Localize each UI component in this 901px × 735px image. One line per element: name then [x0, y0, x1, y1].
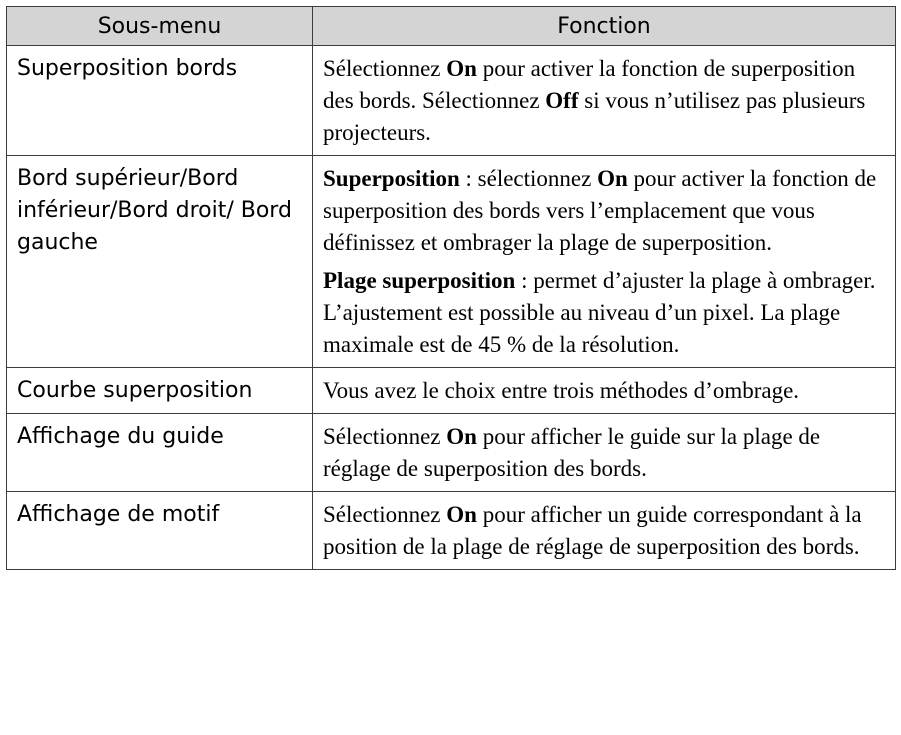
- description-paragraph: [323, 53, 885, 149]
- function-description: [313, 156, 896, 368]
- bold-term: Off: [545, 88, 579, 113]
- bold-term: Superposition: [323, 166, 460, 191]
- description-paragraph: [323, 421, 885, 485]
- table-header-row: [7, 7, 896, 46]
- description-text: pour activer la fonction de superposition des bords. Sélectionnez: [323, 56, 856, 113]
- function-description: [313, 46, 896, 156]
- description-text: pour activer la fonction de superposition des bords vers l’emplacement que vous définissez et ombrager la plage de superposition.: [323, 166, 877, 255]
- description-paragraph: [323, 265, 885, 361]
- header-function: Fonction: [313, 7, 896, 46]
- description-text: Sélectionnez: [323, 424, 447, 449]
- submenu-name: Affichage du guide: [7, 414, 313, 492]
- table-row: [7, 156, 896, 368]
- bold-term: On: [446, 424, 477, 449]
- function-description: [313, 368, 896, 414]
- submenu-name: Bord supérieur/Bord inférieur/Bord droit/ Bord gauche: [7, 156, 313, 368]
- submenu-name: Superposition bords: [7, 46, 313, 156]
- submenu-name: Courbe superposition: [7, 368, 313, 414]
- description-text: Vous avez le choix entre trois méthodes d’ombrage.: [323, 378, 800, 403]
- table-row: [7, 368, 896, 414]
- function-description: [313, 414, 896, 492]
- submenu-name: Affichage de motif: [7, 492, 313, 570]
- bold-term: On: [446, 56, 477, 81]
- description-paragraph: [323, 163, 885, 259]
- description-text: Sélectionnez: [323, 56, 447, 81]
- table-row: [7, 492, 896, 570]
- description-text: pour afficher un guide correspondant à la position de la plage de réglage de superposition des bords.: [323, 502, 862, 559]
- submenu-function-table: [6, 6, 896, 570]
- bold-term: Plage superposition: [323, 268, 516, 293]
- bold-term: On: [446, 502, 477, 527]
- description-text: : permet d’ajuster la plage à ombrager. L’ajustement est possible au niveau d’un pixel. La plage maximale est de 45 % de la résolution.: [323, 268, 876, 357]
- description-text: : sélectionnez: [459, 166, 598, 191]
- table-row: [7, 414, 896, 492]
- header-submenu: Sous-menu: [7, 7, 313, 46]
- description-paragraph: [323, 375, 885, 407]
- bold-term: On: [597, 166, 628, 191]
- description-text: si vous n’utilisez pas plusieurs projecteurs.: [323, 88, 866, 145]
- description-text: Sélectionnez: [323, 502, 447, 527]
- description-text: pour afficher le guide sur la plage de réglage de superposition des bords.: [323, 424, 821, 481]
- function-description: [313, 492, 896, 570]
- table-row: [7, 46, 896, 156]
- description-paragraph: [323, 499, 885, 563]
